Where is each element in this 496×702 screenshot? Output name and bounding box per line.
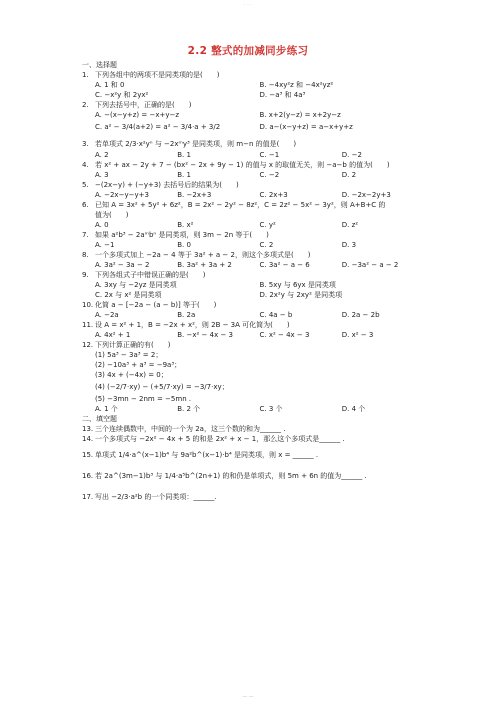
option-a: A. −2a (95, 311, 119, 319)
option-d: D. −2 (341, 151, 362, 159)
option-c: C. 3a² − a − 6 (259, 261, 310, 269)
question-10 (82, 300, 424, 310)
question-text: 化简 a − [−2a − (a − b)] 等于( ) (95, 301, 217, 309)
question-8 (82, 250, 424, 260)
option-d: D. 2a − 2b (341, 311, 380, 319)
options-9b (82, 290, 424, 300)
options-7 (82, 240, 424, 250)
question-15 (82, 448, 424, 461)
question-number: 4. (82, 161, 89, 169)
question-text: 下列各组式子中错误正确的是( ) (95, 271, 206, 279)
option-a: A. 3a² − 3a − 2 (95, 261, 150, 269)
options-1a (82, 80, 424, 90)
option-b: B. −x² − 4x − 3 (177, 331, 233, 339)
question-number: 11. (82, 321, 94, 329)
question-text: 若 x² + ax − 2y + 7 − (bx² − 2x + 9y − 1) 的值与 x 的取值无关，则 −a−b 的值为( ) (95, 161, 390, 169)
option-d: D. 2 (341, 171, 357, 179)
page-title: 2.2 整式的加减同步练习 (187, 45, 309, 57)
options-12 (82, 404, 424, 414)
options-1b (82, 90, 424, 100)
question-text: 一个多项式加上 −2a − 4 等于 3a² + a − 2，则这个多项式是( ) (95, 251, 311, 259)
option-d: D. 2x²y 与 2xy² 是同类项 (259, 291, 343, 299)
question-number: 3. (82, 139, 89, 148)
page-footer-mark: — — (242, 694, 254, 700)
question-number: 14. (82, 435, 94, 443)
option-c: C. x² − 4x − 3 (259, 331, 310, 339)
option-b: B. 1 (177, 151, 191, 159)
question-number: 2. (82, 101, 89, 109)
option-d: D. z² (341, 221, 359, 229)
options-2b (82, 120, 424, 133)
section-heading-choice: 一、选择题 (82, 61, 117, 69)
option-a: A. 3xy 与 −2yz 是同类项 (95, 281, 177, 289)
option-d: D. −3a² − a − 2 (341, 261, 399, 269)
question-number: 12. (82, 341, 94, 349)
question-16 (82, 469, 424, 482)
question-number: 6. (82, 201, 89, 209)
question-11 (82, 320, 424, 330)
question-number: 13. (82, 425, 94, 433)
option-b: B. 0 (177, 241, 191, 249)
option-a: A. 2 (95, 151, 109, 159)
page-header-mark: · · · (244, 2, 252, 8)
question-number: 16. (82, 471, 94, 480)
section-heading-fill: 二、填空题 (82, 415, 117, 423)
options-5 (82, 190, 424, 200)
question-text: 已知 A = 3x² + 5y² + 6z²，B = 2x² − 2y² − 8z²，C = 2z² − 5x² − 3y²，则 A+B+C 的 (95, 201, 386, 209)
question-text: 若单项式 2/3·x²yⁿ 与 −2xᵐy³ 是同类项，则 m−n 的值是( ) (95, 139, 297, 148)
question-text: 单项式 1/4·a^(x−1)b⁴ 与 9a²b^(x−1)·b⁴ 是同类项，则 x = ______ . (95, 450, 319, 459)
question-7 (82, 230, 424, 240)
question-1 (82, 70, 424, 80)
option-b: B. 3a² + 3a + 2 (177, 261, 232, 269)
option-c: C. 2x+3 (259, 191, 288, 199)
option-b: B. 2a (177, 311, 196, 319)
option-d: D. x² − 3 (341, 331, 374, 339)
question-text: 如果 a²b³ − 2aᵐbⁿ 是同类项，则 3m − 2n 等于( ) (95, 231, 269, 239)
question-text: 三个连续偶数中，中间的一个为 2a，这三个数的和为______ . (95, 425, 286, 433)
option-b: B. 1 (177, 171, 191, 179)
question-text: 若 2a^(3m−1)b³ 与 1/4·a⁵b^(2n+1) 的和仍是单项式，则 5m + 6n 的值为______ . (95, 471, 367, 480)
question-number: 15. (82, 450, 94, 459)
statement-4: (4) (−2/7·xy) − (+5/7·xy) = −3/7·xy； (95, 383, 229, 391)
statement-2: (2) −10a³ + a³ = −9a³； (95, 361, 182, 369)
option-b: B. x² (177, 221, 194, 229)
statement-5: (5) −3mn − 2nm = −5mn . (95, 395, 192, 403)
statement-1: (1) 5a³ − 3a³ = 2； (95, 351, 163, 359)
question-text: 设 A = x² + 1，B = −2x + x²，则 2B − 3A 可化简为( ) (95, 321, 290, 329)
option-c: C. −2 (259, 171, 280, 179)
question-text: 下列计算正确的有( ) (95, 341, 171, 349)
option-d: D. −a³ 和 4a³ (259, 91, 306, 99)
option-a: A. −(x−y+z) = −x+y−z (95, 111, 180, 119)
option-b: B. −2x+3 (177, 191, 212, 199)
question-13 (82, 424, 424, 434)
option-b: B. −4xy²z 和 −4x²yz² (259, 81, 334, 89)
option-c: C. −1 (259, 151, 280, 159)
question-6 (82, 200, 424, 210)
options-10 (82, 310, 424, 320)
statement-3: (3) 4x + (−4x) = 0； (95, 371, 168, 379)
question-number: 1. (82, 71, 89, 79)
question-14 (82, 434, 424, 444)
question-number: 17. (82, 492, 94, 501)
option-a: A. −1 (95, 241, 115, 249)
question-12 (82, 340, 424, 350)
option-d: D. a−(x−y+z) = a−x+y+z (259, 122, 353, 131)
question-text: 下列各组中的两项不是同类项的是( ) (95, 71, 220, 79)
question-17 (82, 490, 424, 503)
question-text: 下列去括号中，正确的是( ) (95, 101, 192, 109)
option-d: D. 4 个 (341, 405, 366, 413)
option-d: D. 3 (341, 241, 357, 249)
question-text: 一个多项式与 −2x² − 4x + 5 的和是 2x² + x − 1，那么这个多项式是______ . (95, 435, 345, 443)
options-6 (82, 220, 424, 230)
question-3 (82, 137, 424, 150)
option-c: C. 2x 与 x² 是同类项 (95, 291, 162, 299)
options-2a (82, 110, 424, 120)
option-a: A. −2x−y−y+3 (95, 191, 149, 199)
option-c: C. 4a − b (259, 311, 293, 319)
question-number: 10. (82, 301, 94, 309)
option-b: B. 5xy 与 6yx 是同类项 (259, 281, 336, 289)
exercise-body (82, 60, 424, 503)
option-b: B. 2 个 (177, 405, 201, 413)
question-6-continuation: 值为( ) (95, 211, 129, 219)
question-number: 9. (82, 271, 89, 279)
options-11 (82, 330, 424, 340)
question-5 (82, 180, 424, 190)
question-text: 写出 −2/3·a²b 的一个同类项：______. (95, 492, 217, 501)
question-number: 8. (82, 251, 89, 259)
option-a: A. 3 (95, 171, 109, 179)
option-a: A. 1 个 (95, 405, 118, 413)
options-4 (82, 170, 424, 180)
options-9a (82, 280, 424, 290)
question-4 (82, 160, 424, 170)
options-8 (82, 260, 424, 270)
option-c: C. a² − 3/4(a+2) = a² − 3/4·a + 3/2 (95, 122, 221, 131)
question-2 (82, 100, 424, 110)
option-a: A. 1 和 0 (95, 81, 125, 89)
question-text: −(2x−y) + (−y+3) 去括号后的结果为( ) (95, 181, 239, 189)
option-b: B. x+2(y−z) = x+2y−z (259, 111, 341, 119)
option-c: C. 2 (259, 241, 274, 249)
option-c: C. y² (259, 221, 276, 229)
question-number: 5. (82, 181, 89, 189)
question-9 (82, 270, 424, 280)
option-a: A. 4x² + 1 (95, 331, 131, 339)
option-c: C. 3 个 (259, 405, 283, 413)
options-3 (82, 150, 424, 160)
question-number: 7. (82, 231, 89, 239)
option-d: D. −2x−2y+3 (341, 191, 391, 199)
option-a: A. 0 (95, 221, 109, 229)
option-c: C. −x²y 和 2yx² (95, 91, 149, 99)
